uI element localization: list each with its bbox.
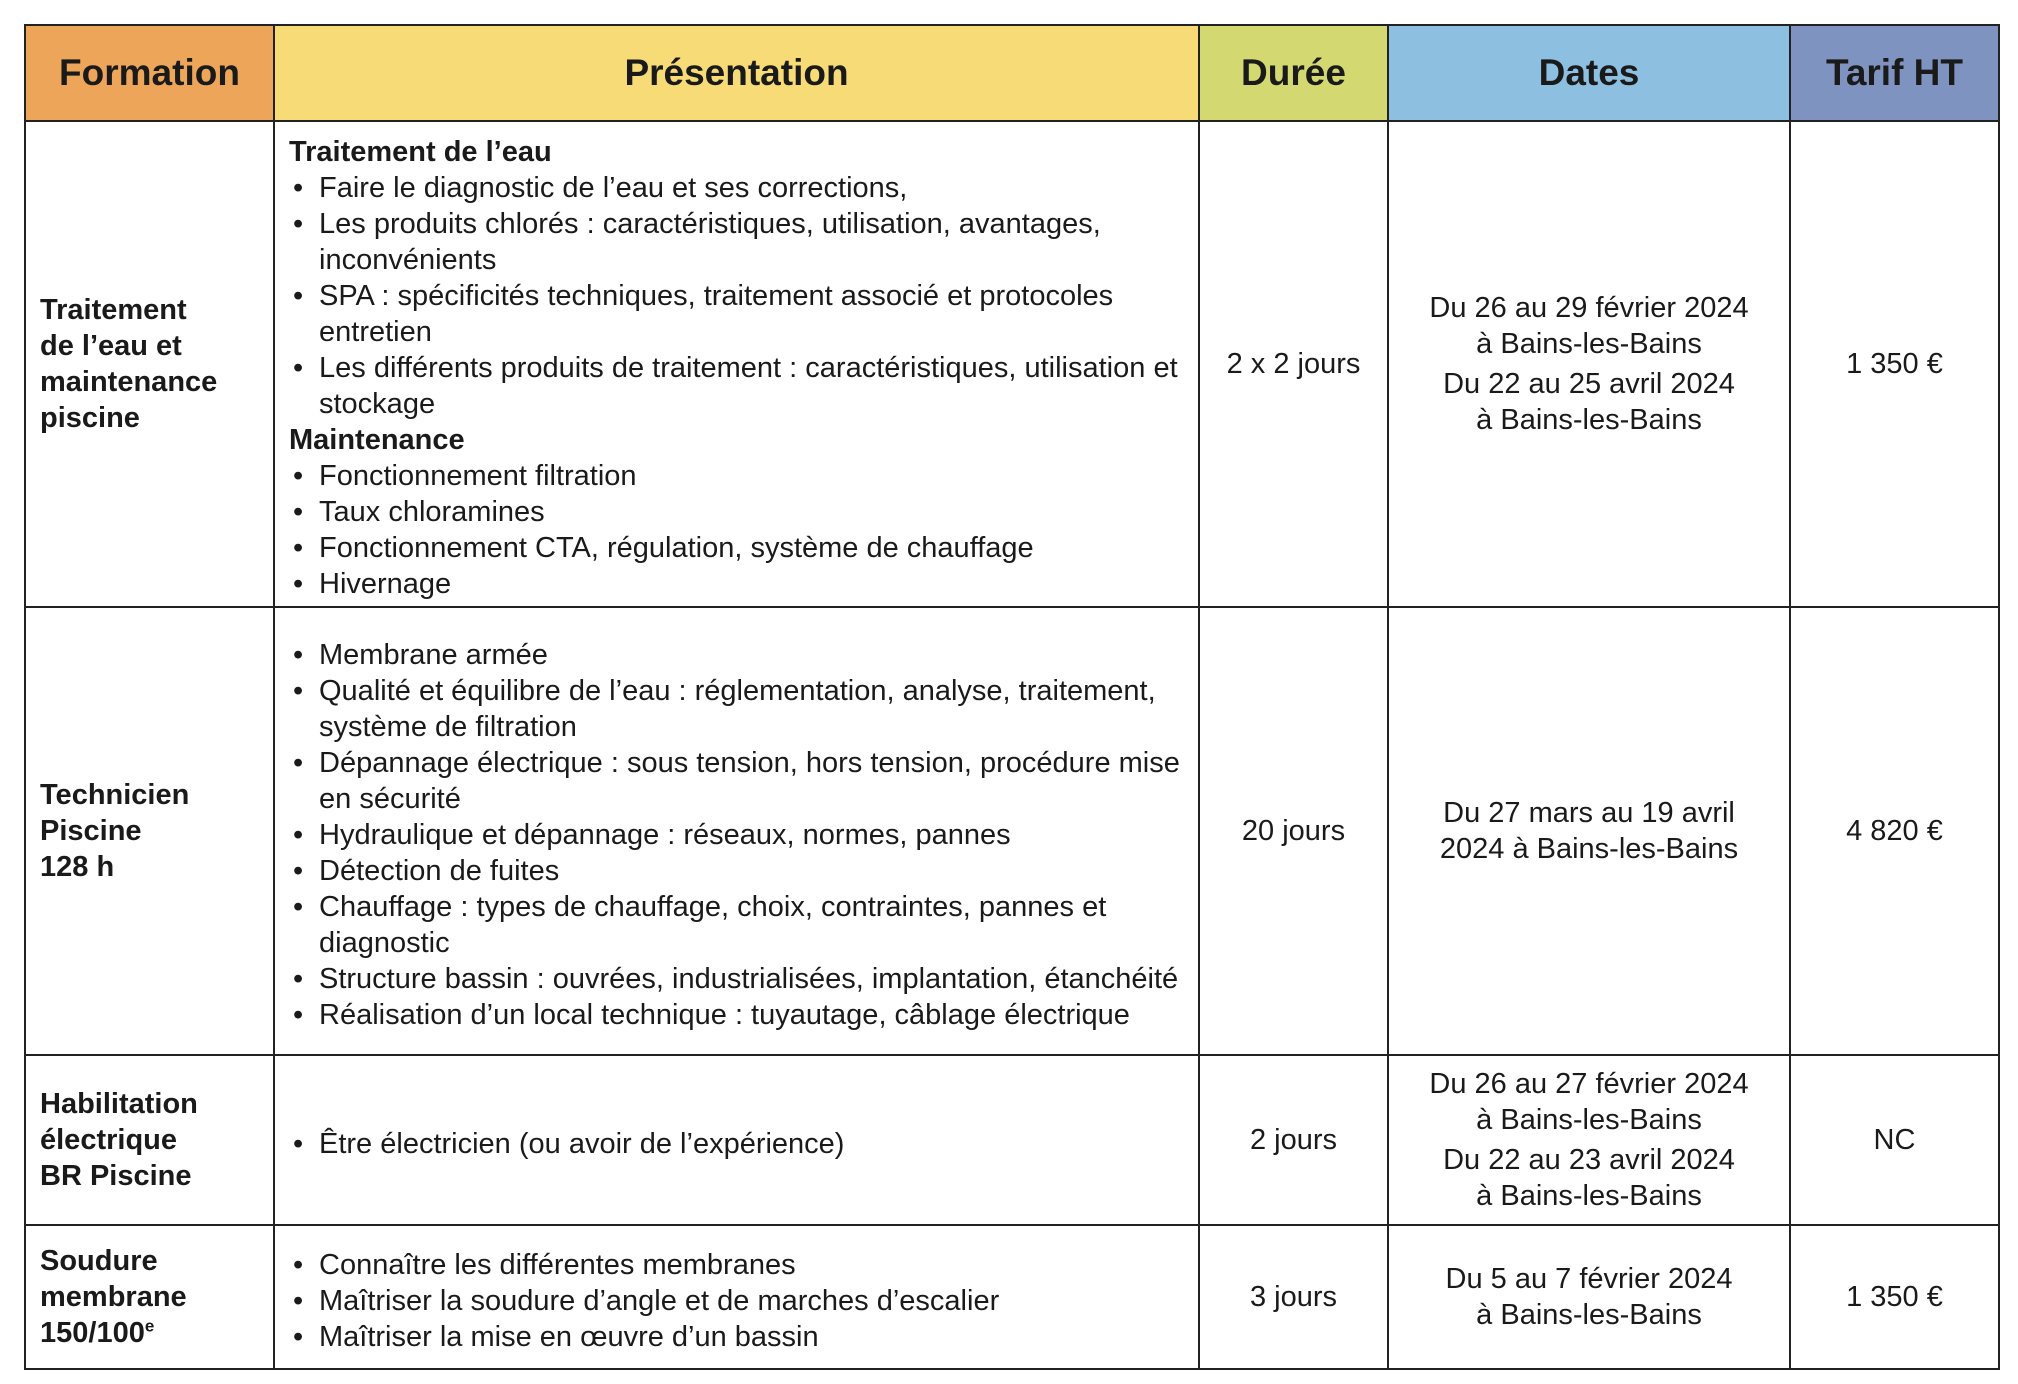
- date-block: [1403, 1066, 1775, 1138]
- presentation-cell: [274, 1055, 1199, 1225]
- list-item: • Les produits chlorés : caractéristiques, utilisation, avantages, inconvénients: [289, 206, 1184, 278]
- list-item: • Connaître les différentes membranes: [289, 1247, 1184, 1283]
- dates-cell: [1388, 1225, 1790, 1369]
- formation-cell: [25, 607, 274, 1055]
- duree-cell: 3 jours: [1199, 1225, 1388, 1369]
- formation-line: Technicien: [40, 779, 190, 811]
- date-location: à Bains-les-Bains: [1476, 404, 1702, 436]
- list-item: • Les différents produits de traitement : caractéristiques, utilisation et stockage: [289, 350, 1184, 422]
- date-location: à Bains-les-Bains: [1476, 328, 1702, 360]
- list-item: • Détection de fuites: [289, 853, 1184, 889]
- tarif-cell: NC: [1790, 1055, 1999, 1225]
- date-line: Du 22 au 25 avril 2024: [1443, 368, 1735, 400]
- formation-line: 128 h: [40, 851, 115, 883]
- list-item: • Qualité et équilibre de l’eau : réglementation, analyse, traitement, système de filtration: [289, 673, 1184, 745]
- ordinal-suffix: e: [144, 1316, 155, 1336]
- tarif-cell: 1 350 €: [1790, 121, 1999, 607]
- list-item: • SPA : spécificités techniques, traitement associé et protocoles entretien: [289, 278, 1184, 350]
- list-item: • Faire le diagnostic de l’eau et ses corrections,: [289, 170, 1184, 206]
- date-block: [1403, 290, 1775, 362]
- list-item: • Être électricien (ou avoir de l’expérience): [289, 1126, 1184, 1162]
- date-line: Du 26 au 29 février 2024: [1429, 292, 1749, 324]
- list-item: • Hivernage: [289, 566, 1184, 602]
- list-item: • Chauffage : types de chauffage, choix, contraintes, pannes et diagnostic: [289, 889, 1184, 961]
- table-row: [25, 607, 1999, 1055]
- table-row: [25, 1225, 1999, 1369]
- duree-cell: 2 jours: [1199, 1055, 1388, 1225]
- presentation-cell: [274, 121, 1199, 607]
- list-item: • Maîtriser la soudure d’angle et de marches d’escalier: [289, 1283, 1184, 1319]
- bullet-list: [289, 637, 1184, 1033]
- list-item: • Hydraulique et dépannage : réseaux, normes, pannes: [289, 817, 1184, 853]
- formation-line: Soudure: [40, 1245, 158, 1277]
- date-location: à Bains-les-Bains: [1476, 1104, 1702, 1136]
- date-location: 2024 à Bains-les-Bains: [1439, 833, 1739, 865]
- table-row: [25, 1055, 1999, 1225]
- bullet-list: [289, 1247, 1184, 1355]
- list-item: • Fonctionnement filtration: [289, 458, 1184, 494]
- date-block: [1403, 795, 1775, 867]
- formation-cell: [25, 1055, 274, 1225]
- date-line: Du 5 au 7 février 2024: [1445, 1263, 1733, 1295]
- header-row: [25, 25, 1999, 121]
- list-item: • Membrane armée: [289, 637, 1184, 673]
- list-item: • Réalisation d’un local technique : tuyautage, câblage électrique: [289, 997, 1184, 1033]
- tarif-cell: 1 350 €: [1790, 1225, 1999, 1369]
- list-item: • Taux chloramines: [289, 494, 1184, 530]
- date-line: Du 27 mars au 19 avril: [1443, 797, 1735, 829]
- bullet-list: [289, 170, 1184, 422]
- formation-level: 150/100: [40, 1317, 145, 1349]
- duree-cell: 2 x 2 jours: [1199, 121, 1388, 607]
- formation-line: maintenance: [40, 366, 218, 398]
- formation-line: Habilitation: [40, 1088, 198, 1120]
- date-block: [1403, 1261, 1775, 1333]
- formation-line: [40, 1315, 259, 1351]
- bullet-list: [289, 1126, 1184, 1162]
- formations-table: [24, 24, 2000, 1370]
- header-presentation: Présentation: [274, 25, 1199, 121]
- list-item: • Maîtriser la mise en œuvre d’un bassin: [289, 1319, 1184, 1355]
- formation-cell: [25, 121, 274, 607]
- duree-cell: 20 jours: [1199, 607, 1388, 1055]
- section-title: Maintenance: [289, 424, 465, 456]
- formation-line: Traitement: [40, 294, 187, 326]
- formation-line: membrane: [40, 1281, 187, 1313]
- header-duree: Durée: [1199, 25, 1388, 121]
- date-line: Du 22 au 23 avril 2024: [1443, 1144, 1735, 1176]
- formation-line: Piscine: [40, 815, 142, 847]
- header-tarif: Tarif HT: [1790, 25, 1999, 121]
- list-item: • Fonctionnement CTA, régulation, système de chauffage: [289, 530, 1184, 566]
- list-item: • Structure bassin : ouvrées, industrialisées, implantation, étanchéité: [289, 961, 1184, 997]
- formation-line: piscine: [40, 402, 140, 434]
- dates-cell: [1388, 607, 1790, 1055]
- header-formation: Formation: [25, 25, 274, 121]
- date-location: à Bains-les-Bains: [1476, 1180, 1702, 1212]
- tarif-cell: 4 820 €: [1790, 607, 1999, 1055]
- presentation-cell: [274, 607, 1199, 1055]
- date-line: Du 26 au 27 février 2024: [1429, 1068, 1749, 1100]
- presentation-cell: [274, 1225, 1199, 1369]
- section-title: Traitement de l’eau: [289, 136, 552, 168]
- date-block: [1403, 366, 1775, 438]
- dates-cell: [1388, 1055, 1790, 1225]
- list-item: • Dépannage électrique : sous tension, hors tension, procédure mise en sécurité: [289, 745, 1184, 817]
- formation-cell: [25, 1225, 274, 1369]
- table-row: [25, 121, 1999, 607]
- dates-cell: [1388, 121, 1790, 607]
- formation-line: BR Piscine: [40, 1160, 192, 1192]
- header-dates: Dates: [1388, 25, 1790, 121]
- formation-line: électrique: [40, 1124, 177, 1156]
- bullet-list: [289, 458, 1184, 602]
- date-location: à Bains-les-Bains: [1476, 1299, 1702, 1331]
- formation-line: de l’eau et: [40, 330, 182, 362]
- date-block: [1403, 1142, 1775, 1214]
